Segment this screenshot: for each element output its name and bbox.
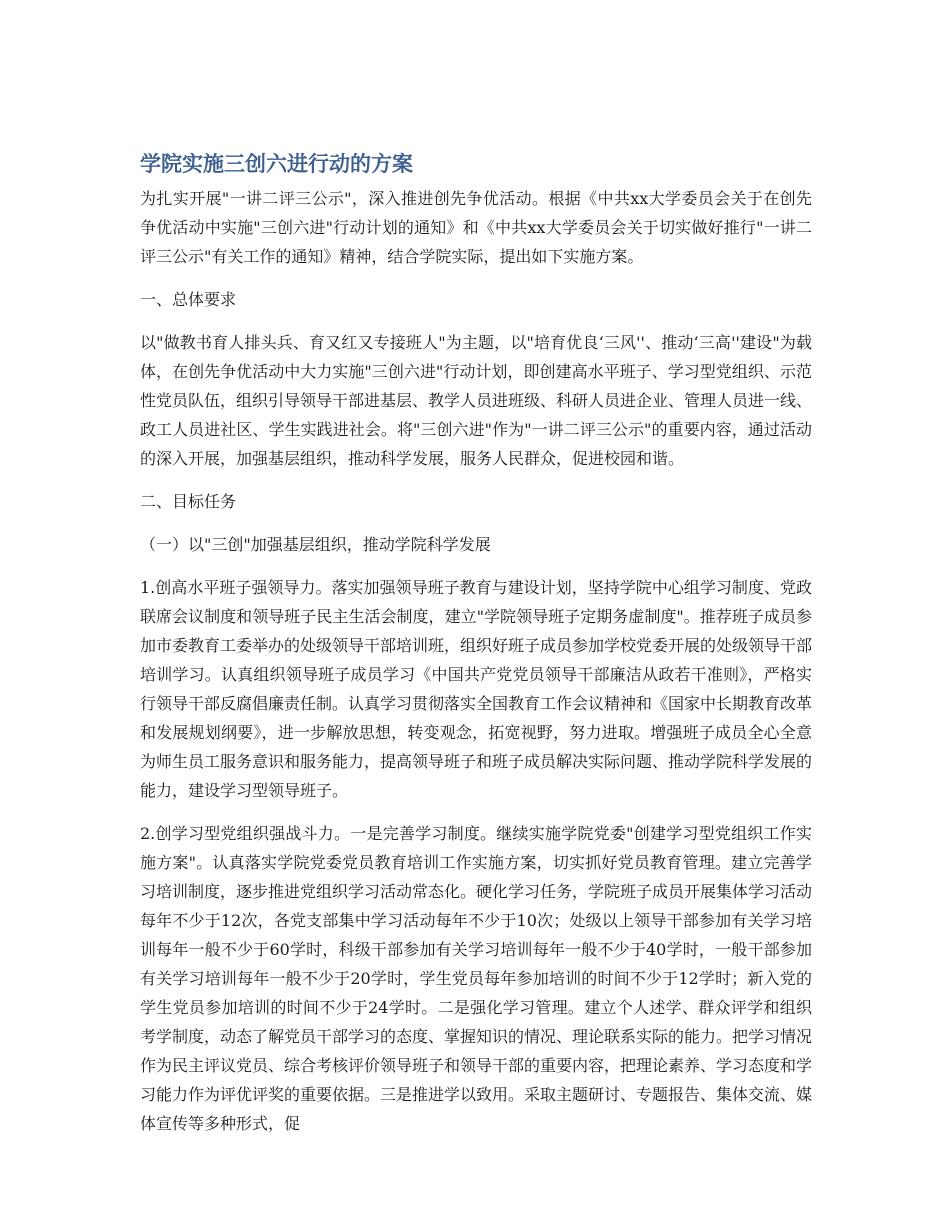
intro-paragraph: 为扎实开展"一讲二评三公示"，深入推进创先争优活动。根据《中共xx大学委员会关于在创先争优活动中实施"三创六进"行动计划的通知》和《中共xx大学委员会关于切实做好推行"一讲二评三公示"有关工作的通知》精神，结合学院实际，提出如下实施方案。: [140, 189, 812, 266]
document-page: [140, 148, 812, 1152]
item-paragraph-2: 2.创学习型党组织强战斗力。一是完善学习制度。继续实施学院党委"创建学习型党组织工作实施方案"。认真落实学院党委党员教育培训工作实施方案，切实抓好党员教育管理。建立完善学习培训制度，逐步推进党组织学习活动常态化。硬化学习任务，学院班子成员开展集体学习活动每年不少于12次，各党支部集中学习活动每年不少于10次；处级以上领导干部参加有关学习培训每年一般不少于60学时，科级干部参加有关学习培训每年一般不少于40学时，一般干部参加有关学习培训每年一般不少于20学时，学生党员每年参加培训的时间不少于12学时；新入党的学生党员参加培训的时间不少于24学时。二是强化学习管理。建立个人述学、群众评学和组织考学制度，动态了解党员干部学习的态度、掌握知识的情况、理论联系实际的能力。把学习情况作为民主评议党员、综合考核评价领导班子和领导干部的重要内容，把理论素养、学习态度和学习能力作为评优评奖的重要依据。三是推进学以致用。采取主题研讨、专题报告、集体交流、媒体宣传等多种形式，促: [140, 824, 813, 1133]
general-requirements-paragraph: 以"做教书育人排头兵、育又红又专接班人"为主题，以"培育优良‘三风''、推动‘三高''建设"为载体，在创先争优活动中大力实施"三创六进"行动计划，即创建高水平班子、学习型党组织、示范性党员队伍，组织引导领导干部进基层、教学人员进班级、科研人员进企业、管理人员进一线、政工人员进社区、学生实践进社会。将"三创六进"作为"一讲二评三公示"的重要内容，通过活动的深入开展，加强基层组织，推动科学发展，服务人民群众，促进校园和谐。: [140, 333, 813, 468]
section-heading-goals-tasks: 二、目标任务: [140, 492, 237, 511]
section-heading-general-requirements: 一、总体要求: [140, 290, 237, 309]
subsection-heading-three-creations: （一）以"三创"加强基层组织，推动学院科学发展: [140, 535, 491, 554]
document-title: 学院实施三创六进行动的方案: [140, 152, 413, 176]
item-paragraph-1: 1.创高水平班子强领导力。落实加强领导班子教育与建设计划，坚持学院中心组学习制度、党政联席会议制度和领导班子民主生活会制度，建立"学院领导班子定期务虚制度"。推荐班子成员参加市委教育工委举办的处级领导干部培训班，组织好班子成员参加学校党委开展的处级领导干部培训学习。认真组织领导班子成员学习《中国共产党党员领导干部廉洁从政若干准则》，严格实行领导干部反腐倡廉责任制。认真学习贯彻落实全国教育工作会议精神和《国家中长期教育改革和发展规划纲要》，进一步解放思想，转变观念，拓宽视野，努力进取。增强班子成员全心全意为师生员工服务意识和服务能力，提高领导班子和班子成员解决实际问题、推动学院科学发展的能力，建设学习型领导班子。: [140, 578, 813, 800]
